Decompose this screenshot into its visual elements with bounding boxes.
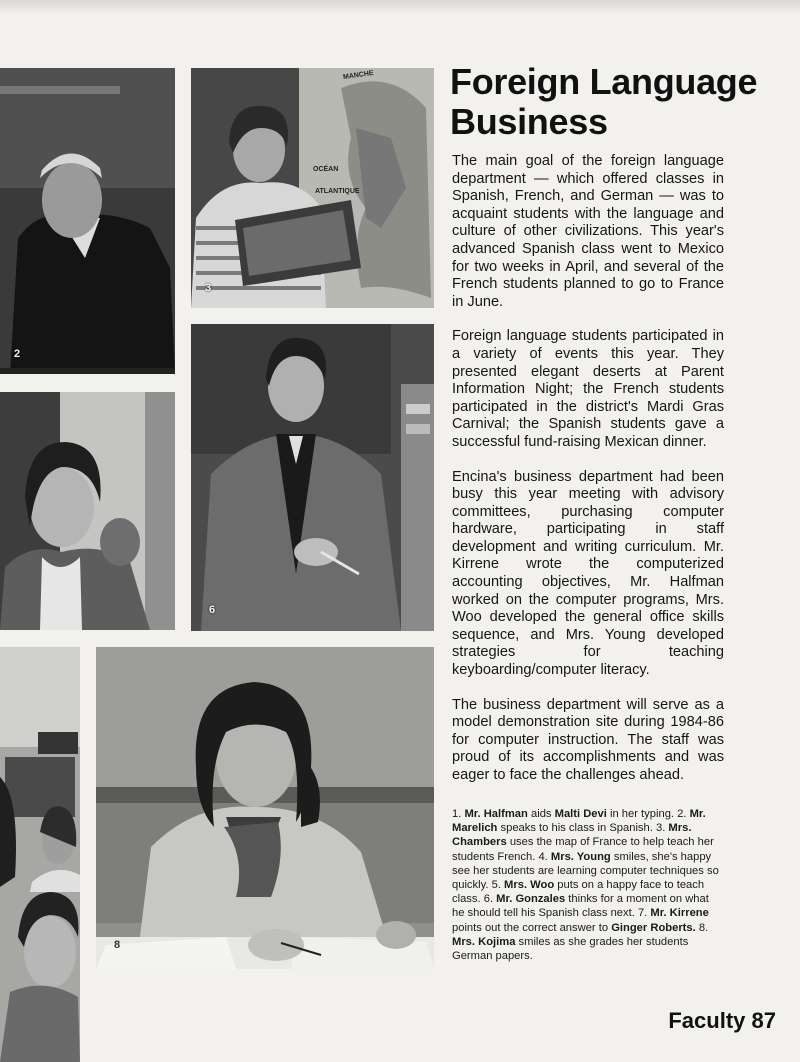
caption-text: in her typing.: [606, 808, 675, 820]
caption-number: 1.: [452, 808, 462, 820]
page-top-edge: [0, 0, 800, 14]
photo-number: 3: [205, 282, 212, 294]
caption-number: 6.: [483, 893, 494, 906]
photo-5-mrs-woo: [0, 392, 175, 630]
body-paragraph: Foreign language students participated in a variety of events this year. They presented elegant deserts at Parent Information Night; the French students participated in the district's Mardi Gras Carnival; the Spanish students gave a successful fund-raising Mexican dinner.: [452, 328, 724, 450]
caption-number: 4.: [538, 850, 548, 863]
caption-name: Mr. Gonzales: [496, 893, 566, 906]
page-number: 87: [751, 1008, 776, 1033]
title-line-2: Business: [450, 101, 608, 142]
caption-name: Ginger Roberts.: [611, 921, 696, 934]
caption-number: 2.: [677, 808, 687, 820]
caption-name: Mr. Kirrene: [650, 907, 709, 920]
body-paragraph: The main goal of the foreign language department — which offered classes in Spanish, French, and German — was to acquaint students with the language and culture of other civilizations. This year's advanced Spanish class went to Mexico for two weeks in April, and several of the French students planned to go to France in June.: [452, 153, 724, 310]
photo-2-mr-marelich: [0, 68, 175, 374]
map-label-manche: MANCHE: [342, 69, 375, 82]
photo-students-strip: [0, 647, 80, 1062]
photo-captions: [452, 807, 724, 963]
caption-text: smiles, she's happy see her students are learning computer techniques so quickly.: [452, 850, 719, 892]
caption-number: 3.: [655, 822, 666, 835]
article-title: [450, 62, 790, 142]
caption-text: points out the correct answer to: [452, 921, 612, 934]
caption-name: Mr. Halfman: [464, 808, 528, 820]
body-paragraph: Encina's business department had been busy this year meeting with advisory committees, purchasing computer hardware, participating in staff development and writing curriculum. Mr. Kirrene wrote the computerized accounting objectives, Mr. Halfman worked on the computer programs, Mrs. Woo developed the general office skills sequence, and Mrs. Young developed strategies for teaching keyboarding/computer literacy.: [452, 468, 724, 679]
photo-3-mrs-chambers: [191, 68, 434, 308]
photo-number: 6: [209, 604, 216, 616]
caption-name: Mrs. Young: [550, 850, 611, 863]
caption-number: 8.: [698, 921, 709, 934]
photo-number: 8: [114, 939, 121, 951]
photo-number: 2: [14, 348, 21, 360]
body-paragraph: The business department will serve as a model demonstration site during 1984-86 for computer instruction. The staff was proud of its accomplishments and was eager to face the challenges ahead.: [452, 696, 724, 783]
caption-text: smiles as she grades her students German papers.: [452, 935, 689, 963]
page-footer: [620, 1008, 776, 1034]
caption-text: thinks for a moment on what he should tell his Spanish class next.: [452, 893, 709, 920]
map-label-ocean: OCÉAN: [313, 166, 339, 173]
caption-text: speaks to his class in Spanish.: [497, 822, 653, 835]
caption-number: 5.: [491, 879, 501, 892]
caption-number: 7.: [637, 907, 648, 920]
caption-name: Mrs. Chambers: [452, 822, 692, 849]
caption-text: puts on a happy face to teach class.: [452, 879, 705, 906]
map-label-atlantique: ATLANTIQUE: [315, 188, 360, 195]
photo-6-mr-gonzales: [191, 324, 434, 631]
title-line-1: Foreign Language: [450, 61, 758, 102]
caption-text: uses the map of France to help teach her students French.: [452, 836, 714, 863]
caption-name: Mr. Marelich: [452, 808, 706, 835]
caption-name: Malti Devi: [554, 808, 607, 820]
photo-8-mrs-kojima: [96, 647, 434, 969]
caption-name: Mrs. Woo: [504, 879, 555, 892]
caption-text: aids: [527, 808, 555, 820]
footer-section: Faculty: [668, 1008, 746, 1033]
article-body: [452, 153, 724, 802]
caption-name: Mrs. Kojima: [452, 935, 516, 948]
